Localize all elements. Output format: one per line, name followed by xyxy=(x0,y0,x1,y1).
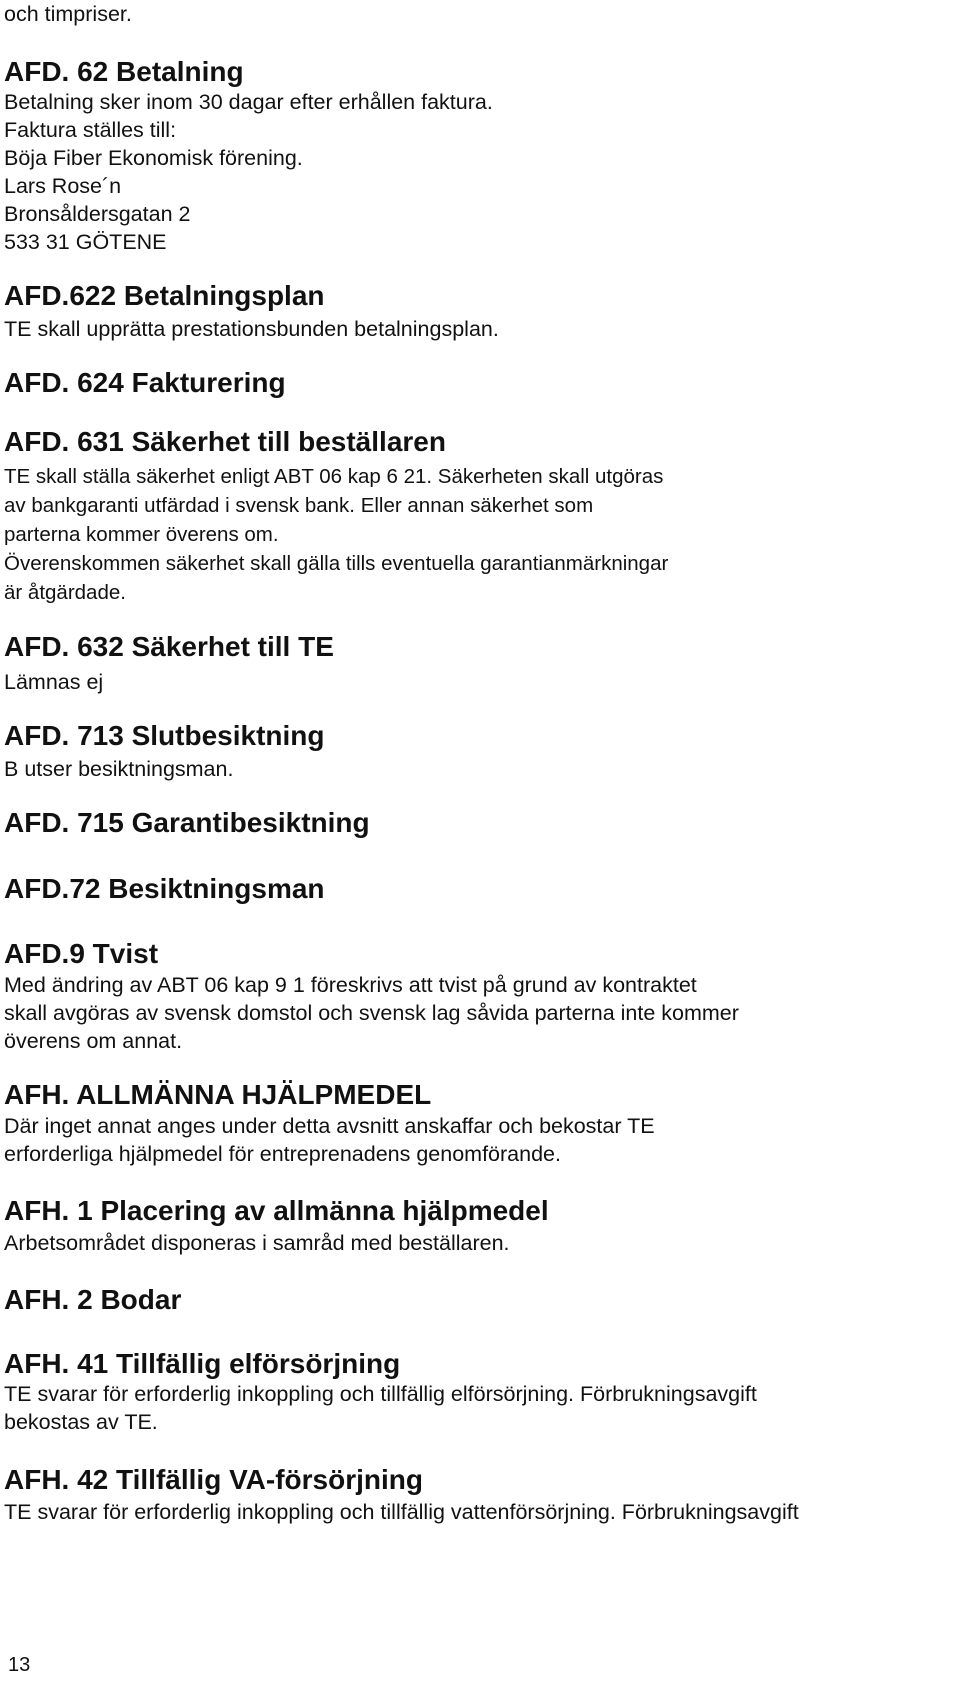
body-line: parterna kommer överens om. xyxy=(4,523,279,546)
body-line: erforderliga hjälpmedel för entreprenadens genomförande. xyxy=(4,1142,561,1166)
body-line: bekostas av TE. xyxy=(4,1410,158,1434)
body-line: TE skall upprätta prestationsbunden betalningsplan. xyxy=(4,317,499,341)
heading-fakturering: AFD. 624 Fakturering xyxy=(4,367,286,398)
heading-betalning: AFD. 62 Betalning xyxy=(4,56,244,87)
body-line: Lämnas ej xyxy=(4,670,104,694)
heading-elforsorjning: AFH. 41 Tillfällig elförsörjning xyxy=(4,1348,401,1379)
page-number: 13 xyxy=(8,1654,31,1676)
body-line: av bankgaranti utfärdad i svensk bank. Eller annan säkerhet som xyxy=(4,494,594,517)
heading-va-forsorjning: AFH. 42 Tillfällig VA-försörjning xyxy=(4,1464,423,1495)
body-line: TE svarar för erforderlig inkoppling och tillfällig vattenförsörjning. Förbrukningsavgift xyxy=(4,1500,799,1524)
body-line: 533 31 GÖTENE xyxy=(4,230,167,254)
body-line: Arbetsområdet disponeras i samråd med beställaren. xyxy=(4,1231,510,1255)
body-line: skall avgöras av svensk domstol och svensk lag såvida parterna inte kommer xyxy=(4,1001,739,1025)
body-line: Lars Rose´n xyxy=(4,174,122,198)
heading-placering: AFH. 1 Placering av allmänna hjälpmedel xyxy=(4,1195,549,1226)
body-line: Betalning sker inom 30 dagar efter erhållen faktura. xyxy=(4,90,493,114)
body-line: överens om annat. xyxy=(4,1029,183,1053)
body-line: Där inget annat anges under detta avsnitt anskaffar och bekostar TE xyxy=(4,1114,655,1138)
heading-bodar: AFH. 2 Bodar xyxy=(4,1284,182,1315)
body-line: B utser besiktningsman. xyxy=(4,757,234,781)
body-line: Faktura ställes till: xyxy=(4,118,177,142)
heading-allmanna-hjalpmedel: AFH. ALLMÄNNA HJÄLPMEDEL xyxy=(4,1079,432,1110)
body-line: Böja Fiber Ekonomisk förening. xyxy=(4,146,303,170)
heading-sakerhet-te: AFD. 632 Säkerhet till TE xyxy=(4,631,334,662)
heading-garantibesiktning: AFD. 715 Garantibesiktning xyxy=(4,807,370,838)
heading-tvist: AFD.9 Tvist xyxy=(4,938,159,969)
body-line: Med ändring av ABT 06 kap 9 1 föreskrivs att tvist på grund av kontraktet xyxy=(4,973,697,997)
heading-besiktningsman: AFD.72 Besiktningsman xyxy=(4,873,325,904)
body-line: Bronsåldersgatan 2 xyxy=(4,202,191,226)
body-line: TE skall ställa säkerhet enligt ABT 06 kap 6 21. Säkerheten skall utgöras xyxy=(4,465,664,488)
intro-line: och timpriser. xyxy=(4,2,132,26)
body-line: TE svarar för erforderlig inkoppling och tillfällig elförsörjning. Förbrukningsavgift xyxy=(4,1382,757,1406)
body-line: Överenskommen säkerhet skall gälla tills eventuella garantianmärkningar xyxy=(4,552,669,575)
heading-slutbesiktning: AFD. 713 Slutbesiktning xyxy=(4,720,325,751)
heading-sakerhet-bestallaren: AFD. 631 Säkerhet till beställaren xyxy=(4,426,446,457)
body-line: är åtgärdade. xyxy=(4,581,126,604)
heading-betalningsplan: AFD.622 Betalningsplan xyxy=(4,280,325,311)
